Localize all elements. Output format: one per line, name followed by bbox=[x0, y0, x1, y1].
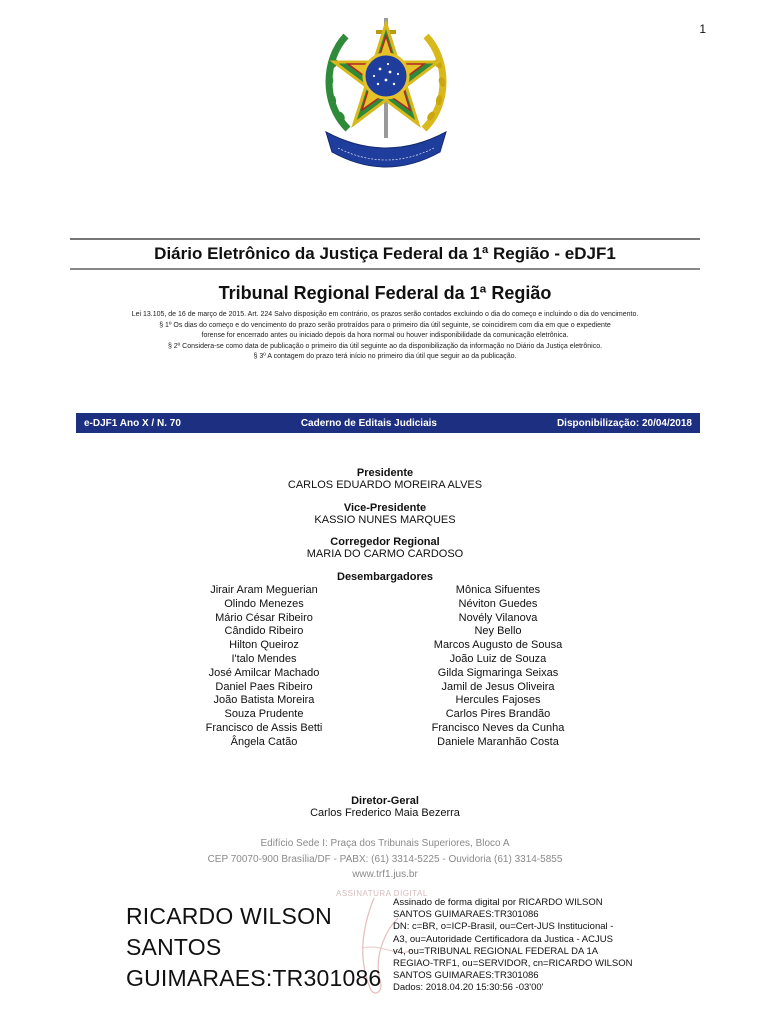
signer-name-line: GUIMARAES:TR301086 bbox=[126, 965, 382, 991]
judge-name: Jamil de Jesus Oliveira bbox=[441, 680, 555, 693]
availability-date: Disponibilização: 20/04/2018 bbox=[556, 417, 692, 429]
section-name: Caderno de Editais Judiciais bbox=[300, 417, 437, 429]
judge-name: José Amilcar Machado bbox=[208, 666, 320, 679]
vice-president-block bbox=[70, 502, 700, 526]
address-line: CEP 70070-900 Brasília/DF - PABX: (61) 3314-5225 - Ouvidoria (61) 3314-5855 bbox=[207, 853, 563, 865]
signature-watermark: ASSINATURA DIGITAL bbox=[336, 889, 428, 898]
signer-name-line: RICARDO WILSON bbox=[126, 903, 332, 929]
header-mid-rule bbox=[70, 268, 700, 270]
signature-detail-line: Dados: 2018.04.20 15:30:56 -03'00' bbox=[393, 982, 544, 994]
corregedor-role: Corregedor Regional bbox=[330, 536, 440, 548]
judges-right-column bbox=[398, 584, 598, 750]
judges-left-column bbox=[164, 584, 364, 750]
president-role: Presidente bbox=[356, 467, 414, 479]
coat-of-arms-graphic bbox=[318, 14, 454, 170]
journal-title: Diário Eletrônico da Justiça Federal da 1ª Região - eDJF1 bbox=[154, 244, 616, 263]
president-name: CARLOS EDUARDO MOREIRA ALVES bbox=[287, 479, 483, 491]
judges-heading: Desembargadores bbox=[337, 571, 433, 583]
judge-name: Souza Prudente bbox=[224, 708, 304, 721]
vice-president-name: KASSIO NUNES MARQUES bbox=[314, 514, 456, 526]
director-block bbox=[70, 795, 700, 819]
signature-detail-line: v4, ou=TRIBUNAL REGIONAL FEDERAL DA 1A bbox=[393, 945, 599, 957]
edition-number: e-DJF1 Ano X / N. 70 bbox=[84, 417, 181, 429]
judge-name: I'talo Mendes bbox=[231, 652, 297, 665]
footer-address bbox=[70, 836, 700, 883]
address-line: Edifício Sede I: Praça dos Tribunais Superiores, Bloco A bbox=[260, 838, 510, 849]
corregedor-name: MARIA DO CARMO CARDOSO bbox=[306, 548, 464, 560]
president-block bbox=[70, 467, 700, 491]
vice-president-role: Vice-Presidente bbox=[343, 502, 427, 514]
signer-name bbox=[126, 901, 381, 994]
director-role: Diretor-Geral bbox=[351, 795, 419, 807]
header-top-rule bbox=[70, 238, 700, 240]
legal-notice bbox=[90, 310, 680, 363]
signature-detail-line: SANTOS GUIMARAES:TR301086 bbox=[393, 909, 539, 921]
judge-name: Gilda Sigmaringa Seixas bbox=[437, 666, 559, 679]
legal-line: forense for encerrado antes ou iniciado depois da hora normal ou houver indisponibilidade da comunicação eletrônica. bbox=[201, 332, 569, 340]
legal-line: § 2º Considera-se como data de publicação o primeiro dia útil seguinte ao da disponibilização da informação no Diário da Justiça eletrônico. bbox=[167, 342, 603, 350]
judge-name: Néviton Guedes bbox=[458, 597, 538, 610]
legal-line: § 3º A contagem do prazo terá início no primeiro dia útil que seguir ao da publicação. bbox=[253, 353, 517, 361]
signature-detail-line: DN: c=BR, o=ICP-Brasil, ou=Cert-JUS Institucional - bbox=[393, 921, 614, 933]
edition-banner bbox=[76, 413, 700, 433]
judge-name: Francisco de Assis Betti bbox=[205, 721, 323, 734]
legal-line: § 1º Os dias do começo e do vencimento do prazo serão protraídos para o primeiro dia útil seguinte, se coincidirem com dia em que o expediente bbox=[159, 321, 611, 329]
signature-details bbox=[393, 897, 643, 995]
signature-detail-line: REGIAO-TRF1, ou=SERVIDOR, cn=RICARDO WILSON bbox=[393, 958, 633, 970]
judge-name: João Luiz de Souza bbox=[449, 652, 547, 665]
judge-name: Mário César Ribeiro bbox=[215, 611, 313, 624]
judge-name: Hercules Fajoses bbox=[455, 694, 541, 707]
director-name: Carlos Frederico Maia Bezerra bbox=[310, 807, 460, 819]
judge-name: Cândido Ribeiro bbox=[224, 625, 304, 638]
judge-name: Daniele Maranhão Costa bbox=[437, 735, 559, 748]
judge-name: Mônica Sifuentes bbox=[455, 584, 541, 596]
judge-name: João Batista Moreira bbox=[213, 694, 315, 707]
legal-line: Lei 13.105, de 16 de março de 2015. Art. 224 Salvo disposição em contrário, os prazos serão contados excluindo o dia do começo e incluindo o dia do vencimento. bbox=[131, 311, 639, 318]
signature-detail-line: A3, ou=Autoridade Certificadora da Justica - ACJUS bbox=[393, 933, 613, 945]
judge-name: Daniel Paes Ribeiro bbox=[215, 680, 313, 693]
corregedor-block bbox=[70, 536, 700, 560]
signer-name-line: SANTOS bbox=[126, 934, 222, 960]
judge-name: Novély Vilanova bbox=[458, 611, 538, 624]
coat-of-arms-seal bbox=[318, 14, 454, 170]
website-link[interactable]: www.trf1.jus.br bbox=[352, 869, 418, 880]
signature-detail-line: SANTOS GUIMARAES:TR301086 bbox=[393, 970, 539, 982]
judge-name: Carlos Pires Brandão bbox=[445, 708, 551, 721]
judge-name: Marcos Augusto de Sousa bbox=[433, 639, 563, 652]
judge-name: Ney Bello bbox=[474, 625, 522, 638]
court-title: Tribunal Regional Federal da 1ª Região bbox=[218, 283, 552, 303]
judge-name: Hilton Queiroz bbox=[229, 639, 299, 652]
signature-detail-line: Assinado de forma digital por RICARDO WILSON bbox=[393, 897, 603, 908]
judge-name: Francisco Neves da Cunha bbox=[431, 721, 565, 734]
judge-name: Ângela Catão bbox=[230, 735, 298, 748]
judge-name: Olindo Menezes bbox=[224, 597, 304, 610]
page-number: 1 bbox=[699, 22, 706, 36]
judge-name: Jirair Aram Meguerian bbox=[210, 584, 318, 596]
